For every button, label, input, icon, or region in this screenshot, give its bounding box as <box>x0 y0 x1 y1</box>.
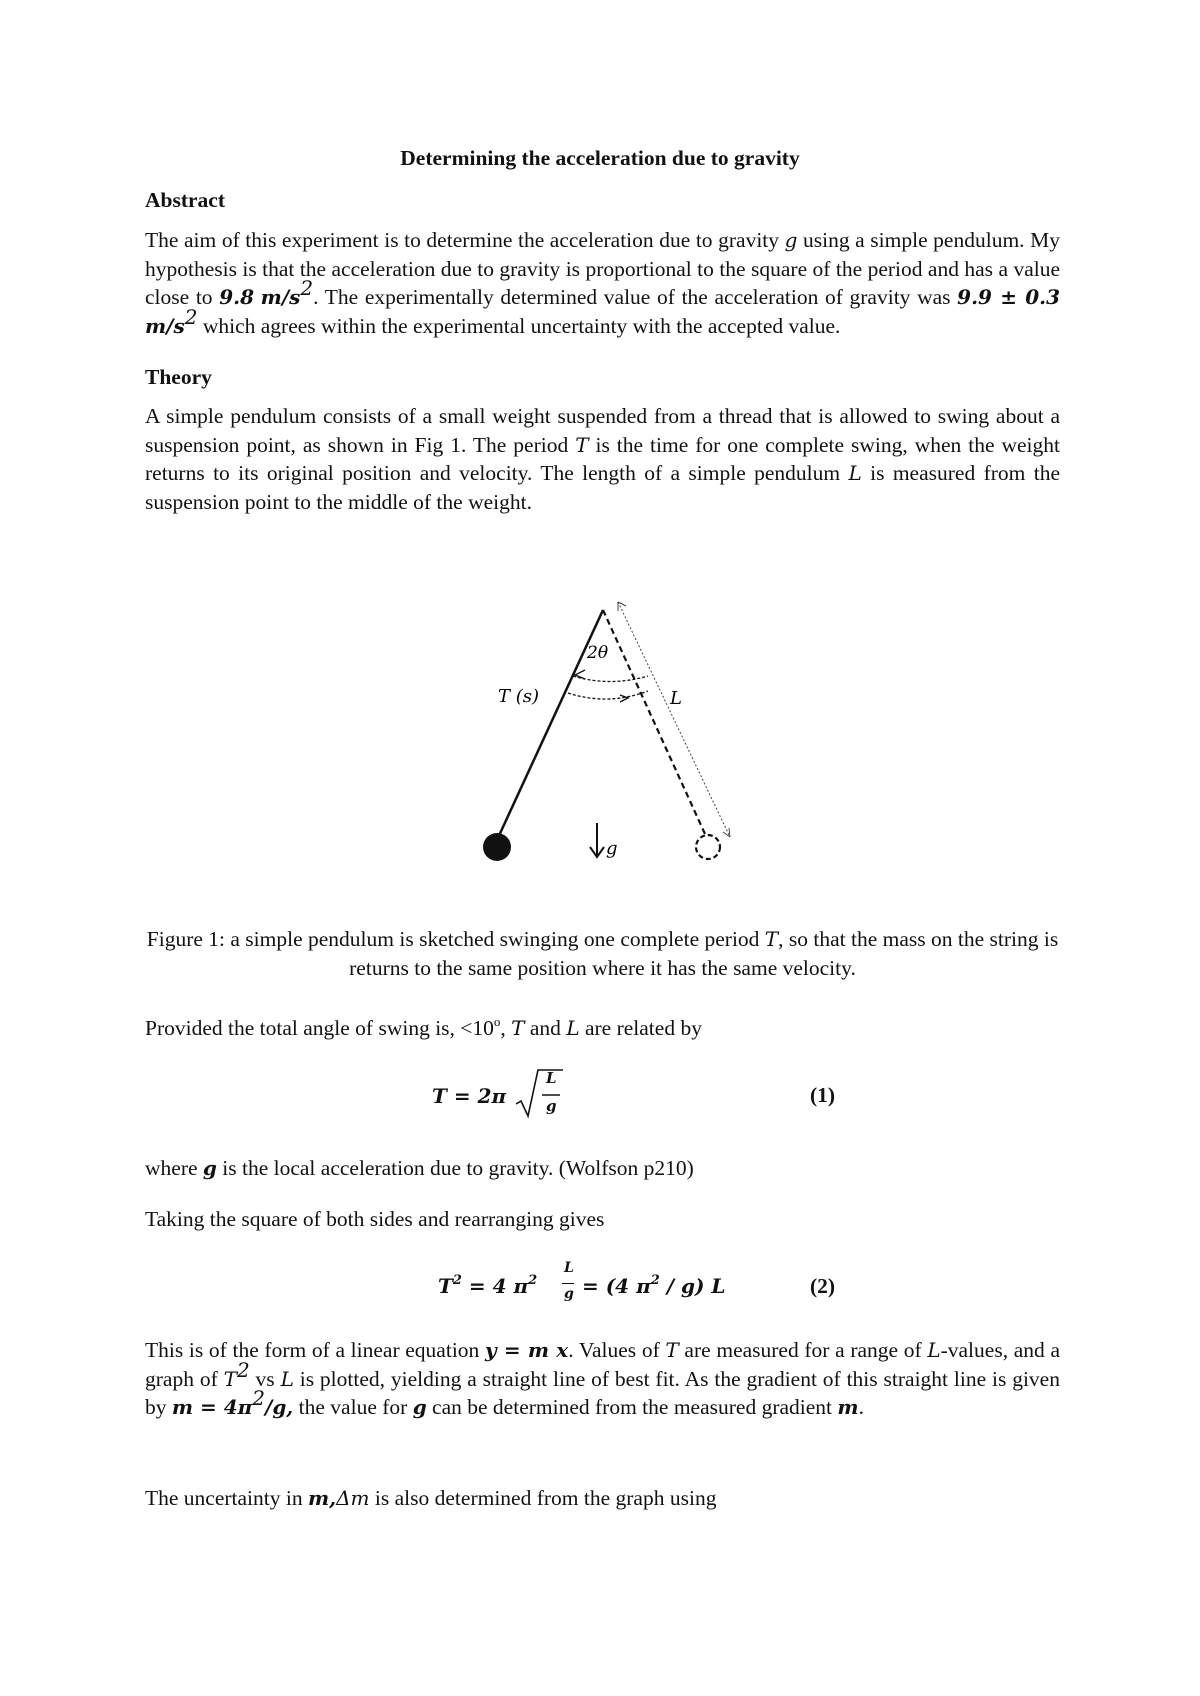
pendulum-bob-right <box>696 835 720 859</box>
period-label: T (s) <box>498 686 540 707</box>
document-title: Determining the acceleration due to gravity <box>400 146 800 170</box>
linear-paragraph: This is of the form of a linear equation y = m x. Values of T are measured for a range of L-values, and a graph of $T^2$ vs L is plotted, yielding a straight line of best fit. As the gradient of this straight line is given by $m = 4\pi^2/g$, the value for g can be determined from the measured gradient m. <box>145 1338 1060 1419</box>
rearrange-paragraph: Taking the square of both sides and rearranging gives <box>145 1207 605 1231</box>
sqrt-sign <box>516 1066 566 1122</box>
swing-arc-lower <box>568 691 648 699</box>
where-paragraph: where g is the local acceleration due to gravity. (Wolfson p210) <box>145 1156 694 1180</box>
uncertainty-paragraph: The uncertainty in m,Δm is also determined from the graph using <box>145 1486 717 1510</box>
abstract-paragraph: The aim of this experiment is to determine the acceleration due to gravity g using a simple pendulum. My hypothesis is that the acceleration due to gravity is proportional to the square of the period and has a value close to 9.8 $m/s^2$. The experimentally determined value of the acceleration of gravity was 9.9 ± 0.3 $m/s^2$ which agrees within the experimental uncertainty with the accepted value. <box>145 228 1060 338</box>
provided-paragraph: Provided the total angle of swing is, $<10^o$, T and L are related by <box>145 1014 702 1040</box>
pendulum-string-right <box>603 610 705 834</box>
equation-1-number: (1) <box>810 1083 836 1107</box>
length-arrow <box>618 602 730 837</box>
length-label: L <box>670 688 682 709</box>
figure-caption: Figure 1: a simple pendulum is sketched swinging one complete period T, so that the mass on the string is returns to the same position where it has the same velocity. <box>146 927 1059 980</box>
equation-2-number: (2) <box>810 1274 836 1298</box>
theory-heading: Theory <box>145 365 212 389</box>
angle-label: 2θ <box>587 643 609 663</box>
pendulum-figure <box>440 590 760 890</box>
theory-paragraph: A simple pendulum consists of a small weight suspended from a thread that is allowed to swing about a suspension point, as shown in Fig 1. The period T is the time for one complete swing, when the weight returns to its original position and velocity. The length of a simple pendulum L is measured from the suspension point to the middle of the weight. <box>145 404 1061 514</box>
gravity-label: g <box>606 838 618 859</box>
pendulum-bob-left <box>483 833 511 861</box>
abstract-heading: Abstract <box>145 188 226 212</box>
equation-1: T = 2π L g <box>432 1064 572 1124</box>
equation-2: $T^2 = 4$ $\pi^2$ L g = (4 $\pi^2 / g$) L <box>438 1260 726 1302</box>
